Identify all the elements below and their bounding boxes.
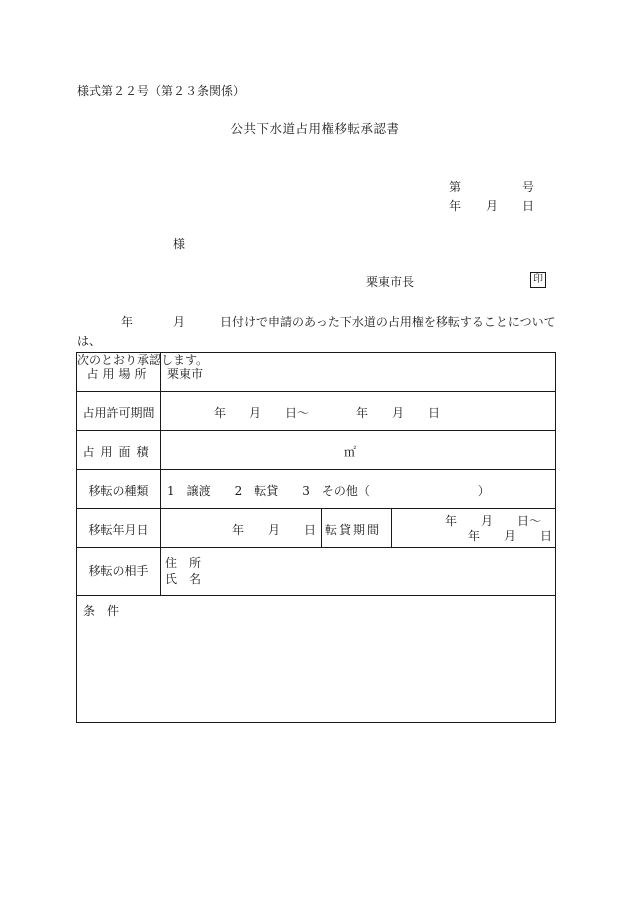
issue-date-month: 月 bbox=[486, 199, 499, 213]
statement-month: 月 bbox=[173, 315, 186, 329]
approval-form-table bbox=[76, 352, 556, 723]
transfer-type-label: 移転の種類 bbox=[88, 484, 149, 498]
transfer-type-options: 1 譲渡 2 転貸 3 その他（ ） bbox=[167, 484, 490, 498]
row-divider bbox=[77, 595, 555, 596]
transfer-date-month: 月 bbox=[268, 523, 281, 537]
permit-to-day: 日 bbox=[428, 406, 441, 420]
sublease-period-from: 年 月 日～ bbox=[445, 514, 542, 528]
document-number-suffix: 号 bbox=[522, 180, 535, 194]
permit-from-year: 年 bbox=[214, 406, 227, 420]
sublease-period-to: 年 月 日 bbox=[468, 529, 553, 543]
permit-from-month: 月 bbox=[249, 406, 262, 420]
counterparty-address-label: 住 所 bbox=[165, 556, 202, 570]
location-value: 栗東市 bbox=[167, 367, 204, 381]
transfer-date-day: 日 bbox=[304, 523, 317, 537]
column-divider bbox=[321, 508, 322, 547]
conditions-label: 条 件 bbox=[83, 604, 120, 618]
statement-line2: 次のとおり承認します。 bbox=[77, 353, 209, 367]
row-divider bbox=[77, 430, 555, 431]
column-divider bbox=[160, 353, 161, 595]
row-divider bbox=[77, 469, 555, 470]
permit-from-day: 日～ bbox=[285, 406, 310, 420]
document-title: 公共下水道占用権移転承認書 bbox=[230, 121, 400, 136]
permit-to-year: 年 bbox=[356, 406, 369, 420]
seal-mark: 印 bbox=[530, 272, 546, 288]
sublease-period-label: 転貸期間 bbox=[325, 523, 382, 537]
row-divider bbox=[77, 508, 555, 509]
permit-period-label: 占用許可期間 bbox=[82, 406, 155, 420]
issuer-name: 栗東市長 bbox=[366, 275, 415, 289]
issue-date-year: 年 bbox=[449, 199, 462, 213]
addressee-honorific: 様 bbox=[173, 237, 186, 251]
area-unit: ㎡ bbox=[344, 445, 357, 459]
counterparty-name-label: 氏 名 bbox=[165, 572, 202, 586]
document-number-prefix: 第 bbox=[449, 180, 462, 194]
counterparty-label: 移転の相手 bbox=[88, 564, 149, 578]
row-divider bbox=[77, 391, 555, 392]
statement-line1: 日付けで申請のあった下水道の占用権を移転することについては、 bbox=[77, 315, 556, 348]
transfer-date-label: 移転年月日 bbox=[88, 523, 149, 537]
statement-year: 年 bbox=[121, 315, 134, 329]
form-number: 様式第２２号（第２３条関係） bbox=[77, 84, 246, 98]
location-label: 占用場所 bbox=[86, 367, 151, 381]
area-label: 占用面積 bbox=[82, 445, 155, 459]
row-divider bbox=[77, 547, 555, 548]
permit-to-month: 月 bbox=[392, 406, 405, 420]
issue-date-day: 日 bbox=[522, 199, 535, 213]
transfer-date-year: 年 bbox=[232, 523, 245, 537]
column-divider bbox=[391, 508, 392, 547]
